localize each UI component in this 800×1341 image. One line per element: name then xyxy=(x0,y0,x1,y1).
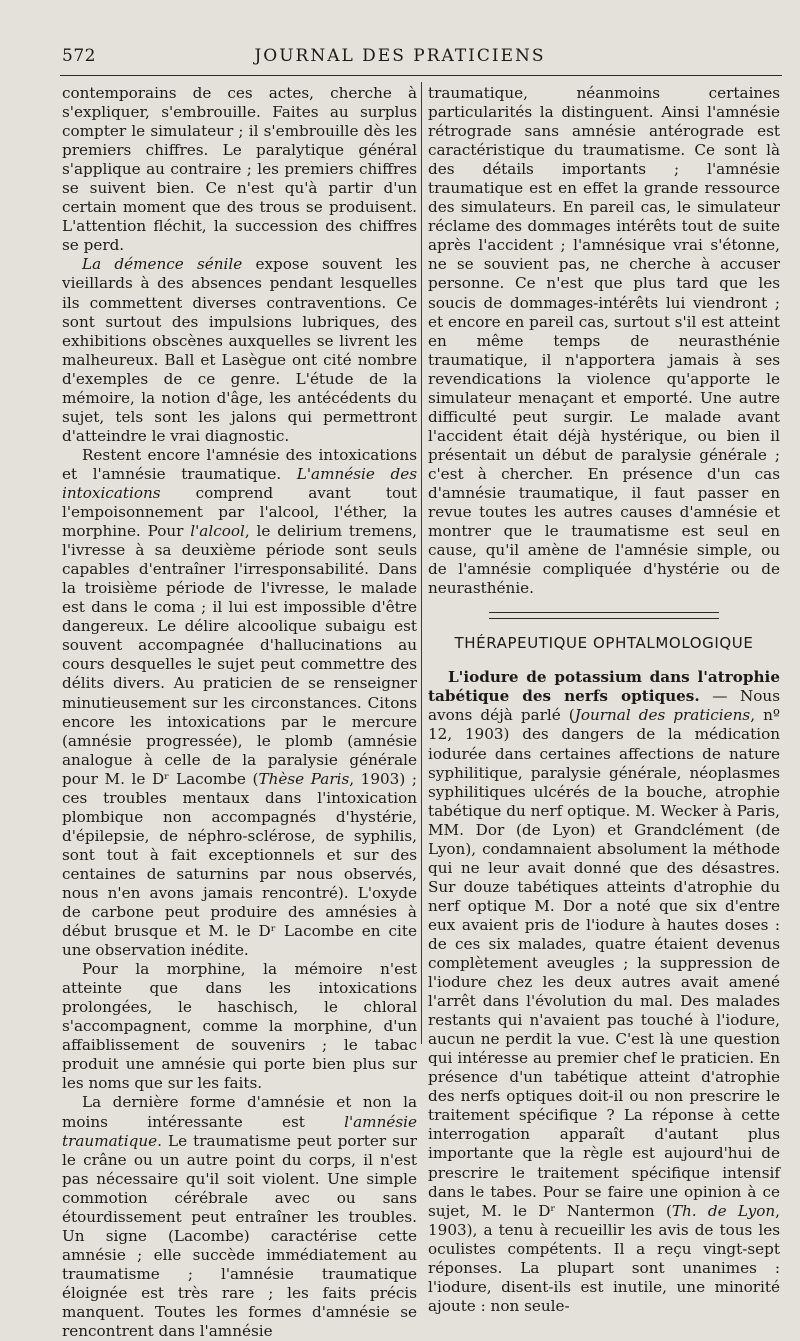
italic-citation: Journal des praticiens xyxy=(574,706,751,725)
header-rule xyxy=(60,75,782,76)
paragraph xyxy=(62,1093,417,1341)
paragraph-text: , le delirium tremens, l'ivresse à sa deuxième période sont seuls capables d'entraîner l'irresponsabilité. Dans la troisième période de l'ivresse, le malade est dans le coma ; il lui est impossible d'être dangereux. Le délire alcoolique subaigu est souvent accompagnée d'hallucinations au cours desquelles le sujet peut commettre des délits divers. Au praticien de se renseigner minutieusement sur les circonstances. Citons encore les intoxications par le mercure (amnésie progressée), le plomb (amnésie analogue à celle de la paralysie générale pour M. le Dʳ Lacombe ( xyxy=(62,522,417,788)
paragraph: Pour la morphine, la mémoire n'est atteinte que dans les intoxications prolongées, le haschisch, le chloral s'accompagnent, comme la morphine, d'un affaiblissement de souvenirs ; le tabac produit une amnésie qui porte bien plus sur les noms que sur les faits. xyxy=(62,960,417,1093)
left-column xyxy=(62,84,417,1341)
paragraph-text: — Nous avons déjà parlé ( xyxy=(428,687,780,725)
paragraph-text: . Le traumatisme peut porter sur le crâne ou un autre point du corps, il n'est pas nécessaire qu'il soit violent. Une simple commotion cérébrale avec ou sans étourdissement peut entraîner les troubles. Un signe (Lacombe) caractérise cette amnésie ; elle succède immédiatement au traumatisme ; l'amnésie traumatique éloignée est très rare ; les faits précis manquent. Toutes les formes d'amnésie se rencontrent dans l'amnésie xyxy=(62,1131,417,1341)
section-title: THÉRAPEUTIQUE OPHTALMOLOGIQUE xyxy=(454,634,754,653)
paragraph-text: comprend avant tout l'empoisonnement par l'alcool, l'éther, la morphine. Pour xyxy=(62,483,417,541)
paragraph: contemporains de ces actes, cherche à s'expliquer, s'embrouille. Faites au surplus compter le simulateur ; il s'embrouille dès les premiers chiffres. Le paralytique général s'applique au contraire ; les premiers chiffres se suivent bien. Ce n'est qu'à partir d'un certain moment que des trous se produisent. L'attention fléchit, la succession des chiffres se perd. xyxy=(62,84,417,255)
article-title: L'iodure de potassium dans l'atrophie tabétique des nerfs optiques. xyxy=(428,668,780,706)
paragraph: traumatique, néanmoins certaines particularités la distinguent. Ainsi l'amnésie rétrograde sans amnésie antérograde est caractéristique du traumatisme. Ce sont là des détails importants ; l'amnésie traumatique est en effet la grande ressource des simulateurs. En pareil cas, le simulateur réclame des dommages intérêts tout de suite après l'accident ; l'amnésique vrai s'étonne, ne se souvient pas, ne cherche à accuser personne. Ce n'est que plus tard que les soucis de dommages-intérêts lui viendront ; et encore en pareil cas, surtout s'il est atteint en même temps de neurasthénie traumatique, il n'apportera jamais à ses revendications la violence qu'apporte le simulateur menaçant et emporté. Une autre difficulté peut surgir. Le malade avant l'accident était déjà hystérique, ou bien il présentait un début de paralysie générale ; c'est à chercher. En présence d'un cas d'amnésie traumatique, il faut passer en revue toutes les autres causes d'amnésie et montrer que le traumatisme est seul en cause, qu'il amène de l'amnésie simple, ou de l'amnésie compliquée d'hystérie ou de neurasthénie. xyxy=(428,84,780,598)
paragraph-text: , 1903), a tenu à recueillir les avis de tous les oculistes compétents. Il a reçu vingt-sept réponses. La plupart sont unanimes : l'iodure, disent-ils est inutile, une minorité ajoute : non seule- xyxy=(428,1201,780,1315)
italic-term: La démence sénile xyxy=(82,255,243,274)
right-column xyxy=(428,84,780,1316)
column-divider xyxy=(421,82,422,1044)
paragraph-text: La dernière forme d'amnésie et non la moins intéressante est xyxy=(62,1093,417,1131)
section-double-rule xyxy=(489,612,719,619)
paragraph-text: Restent encore l'amnésie des intoxications et l'amnésie traumatique. xyxy=(62,445,417,483)
paragraph-text: , 1903) ; ces troubles mentaux dans l'intoxication plombique non accompagnés d'hystérie, d'épilepsie, de néphro-sclérose, de syphilis, sont tout à fait exceptionnels et sur des centaines de saturnins par nous observés, nous n'en avons jamais rencontré). L'oxyde de carbone peut produire des amnésies à début brusque et M. le Dʳ Lacombe en cite une observation inédite. xyxy=(62,769,417,960)
article-paragraph xyxy=(428,668,780,1316)
page-number: 572 xyxy=(62,46,96,66)
paragraph-text: expose souvent les vieillards à des absences pendant lesquelles ils commettent diverses contraventions. Ce sont surtout des impulsions lubriques, des exhibitions obscènes auxquelles se livrent les malheureux. Ball et Lasègue ont cité nombre d'exemples de ce genre. L'étude de la mémoire, la notion d'âge, les antécédents du sujet, tels sont les jalons qui permettront d'atteindre le vrai diagnostic. xyxy=(62,255,417,445)
paragraph-text: , nº 12, 1903) des dangers de la médication iodurée dans certaines affections de nature syphilitique, paralysie générale, néoplasmes syphilitiques ulcérés de la bouche, atrophie tabétique du nerf optique. M. Wecker à Paris, MM. Dor (de Lyon) et Grandclément (de Lyon), condamnaient absolument la méthode qui ne leur avait donné que des désastres. Sur douze tabétiques atteints d'atrophie du nerf optique M. Dor a noté que six d'entre eux avaient pris de l'iodure à hautes doses : de ces six malades, quatre étaient devenus complètement aveugles ; la suppression de l'iodure chez les deux autres avait amené l'arrêt dans l'évolution du mal. Des malades restants qui n'avaient pas touché à l'iodure, aucun ne perdit la vue. C'est là une question qui intéresse au premier chef le praticien. En présence d'un tabétique atteint d'atrophie des nerfs optiques doit-il ou non prescrire le traitement spécifique ? La réponse à cette interrogation apparaît d'autant plus importante que la règle est aujourd'hui de prescrire le traitement spécifique intensif dans le tabes. Pour se faire une opinion à ce sujet, M. le Dʳ Nantermon ( xyxy=(428,706,781,1220)
italic-citation: Th. de Lyon xyxy=(671,1201,776,1220)
running-head xyxy=(0,46,800,70)
journal-title: JOURNAL DES PRATICIENS xyxy=(254,46,546,66)
italic-citation: Thèse Paris xyxy=(258,769,350,788)
italic-term: l'amnésie traumatique xyxy=(62,1112,417,1150)
paragraph xyxy=(62,255,417,445)
italic-term: l'alcool xyxy=(190,522,245,541)
paragraph xyxy=(62,446,417,960)
italic-term: L'amnésie des intoxications xyxy=(62,464,417,502)
